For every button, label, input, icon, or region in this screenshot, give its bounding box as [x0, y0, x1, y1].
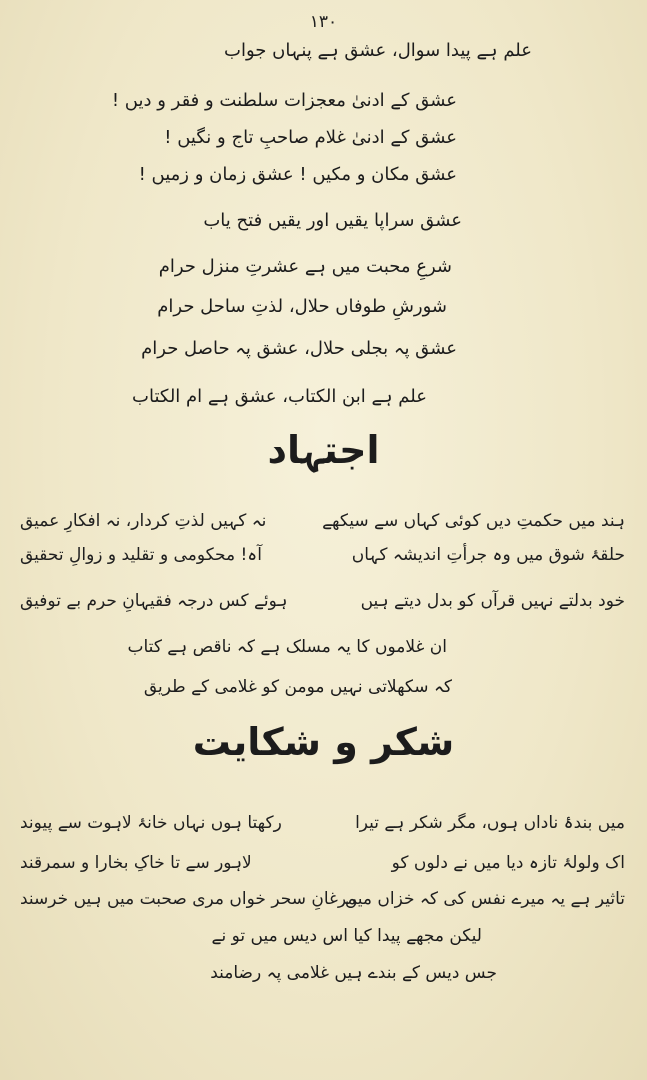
couplet-second-half: مرغانِ سحر خواں مری صحبت میں ہیں خرسند: [20, 889, 357, 909]
verse-line: علم ہے ابن الکتاب، عشق ہے ام الکتاب: [132, 386, 427, 407]
couplet-first-half: خود بدلتے نہیں قرآں کو بدل دیتے ہیں: [360, 591, 625, 611]
closing-line: کہ سکھلاتی نہیں مومن کو غلامی کے طریق: [143, 677, 452, 697]
couplet-first-half: میں بندۂ ناداں ہوں، مگر شکر ہے تیرا: [355, 813, 625, 833]
section-heading: اجتہاد: [267, 428, 380, 472]
couplet-second-half: رکھتا ہوں نہاں خانۂ لاہوت سے پیوند: [20, 813, 282, 833]
couplet-second-half: نہ کہیں لذتِ کردار، نہ افکارِ عمیق: [20, 511, 267, 531]
couplet-second-half: آہ! محکومی و تقلید و زوالِ تحقیق: [20, 545, 262, 565]
couplet-second-half: ہوئے کس درجہ فقیہانِ حرم بے توفیق: [20, 591, 288, 611]
verse-line: عشق مکان و مکیں ! عشق زمان و زمیں !: [138, 164, 457, 185]
section-heading: شکر و شکایت: [192, 720, 455, 764]
verse-line: عشق پہ بجلی حلال، عشق پہ حاصل حرام: [141, 338, 457, 359]
closing-line: ان غلاموں کا یہ مسلک ہے کہ ناقص ہے کتاب: [127, 637, 447, 657]
verse-line: عشق کے ادنیٰ معجزات سلطنت و فقر و دیں !: [111, 90, 457, 111]
closing-line: لیکن مجھے پیدا کیا اس دیس میں تو نے: [211, 926, 482, 946]
verse-line: شرعِ محبت میں ہے عشرتِ منزل حرام: [158, 256, 452, 277]
verse-line: علم ہے پیدا سوال، عشق ہے پنہاں جواب: [224, 40, 532, 61]
verse-line: شورشِ طوفاں حلال، لذتِ ساحل حرام: [157, 296, 447, 317]
closing-line: جس دیس کے بندے ہیں غلامی پہ رضامند: [210, 963, 497, 983]
page-number: ۱۳۰: [309, 12, 338, 32]
couplet-first-half: اک ولولۂ تازہ دیا میں نے دلوں کو: [391, 853, 625, 873]
verse-line: عشق کے ادنیٰ غلام صاحبِ تاج و نگیں !: [164, 127, 457, 148]
verse-line: عشق سراپا یقیں اور یقیں فتح یاب: [203, 210, 462, 231]
couplet-first-half: ہند میں حکمتِ دیں کوئی کہاں سے سیکھے: [322, 511, 625, 531]
couplet-first-half: حلقۂ شوق میں وہ جرأتِ اندیشہ کہاں: [351, 545, 625, 565]
couplet-first-half: تاثیر ہے یہ میرے نفس کی کہ خزاں میں: [344, 889, 625, 909]
couplet-second-half: لاہور سے تا خاکِ بخارا و سمرقند: [20, 853, 252, 873]
